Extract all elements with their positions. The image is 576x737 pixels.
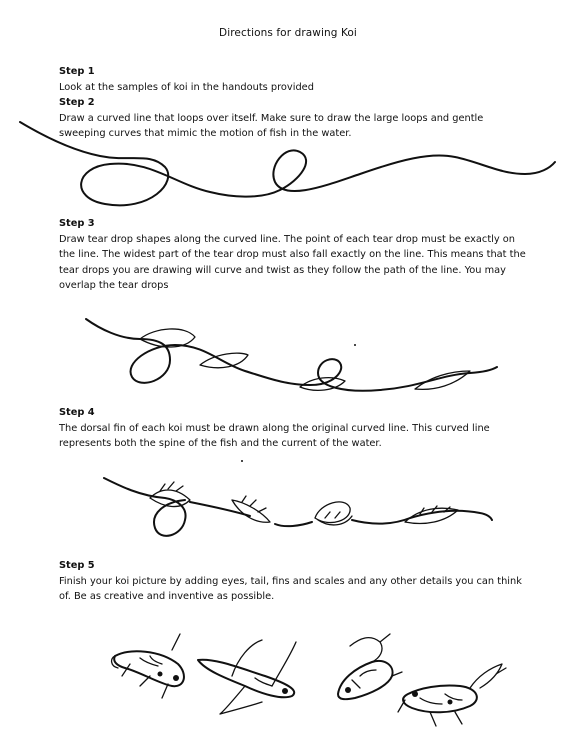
step-5-heading: Step 5	[59, 560, 95, 571]
koi-drawing-2	[198, 640, 296, 714]
page-title: Directions for drawing Koi	[219, 27, 357, 39]
step-5	[59, 558, 529, 605]
step-4	[59, 405, 529, 452]
step-2-heading: Step 2	[59, 97, 95, 108]
step-3-text: Draw tear drop shapes along the curved line. The point of each tear drop must be exactly on the line. The widest part of the tear drop must also fall exactly on the line. This means that the tear drops you are drawing will curve and twist as they follow the path of the line. You may overlap the tear drops	[59, 233, 526, 291]
looped-line-drawing	[0, 112, 576, 212]
step-3	[59, 216, 529, 294]
step-1-text: Look at the samples of koi in the handouts provided	[59, 81, 314, 93]
step-4-text: The dorsal fin of each koi must be drawn along the original curved line. This curved line represents both the spine of the fish and the current of the water.	[59, 422, 490, 449]
teardrop-line-drawing	[0, 315, 576, 400]
step-3-heading: Step 3	[59, 218, 95, 229]
step-1	[59, 64, 529, 95]
step-1-heading: Step 1	[59, 66, 95, 77]
koi-drawing-3	[338, 634, 402, 699]
dorsal-fin-line-drawing	[0, 458, 576, 548]
koi-drawing-4	[398, 664, 506, 726]
step-5-text: Finish your koi picture by adding eyes, tail, fins and scales and any other details you can think of. Be as creative and inventive as possible.	[59, 575, 522, 602]
step-2-text: Draw a curved line that loops over itself. Make sure to draw the large loops and gentle sweeping curves that mimic the motion of fish in the water.	[59, 112, 484, 139]
finished-koi-drawings	[0, 628, 576, 737]
step-4-heading: Step 4	[59, 407, 95, 418]
koi-drawing-1	[112, 634, 184, 698]
